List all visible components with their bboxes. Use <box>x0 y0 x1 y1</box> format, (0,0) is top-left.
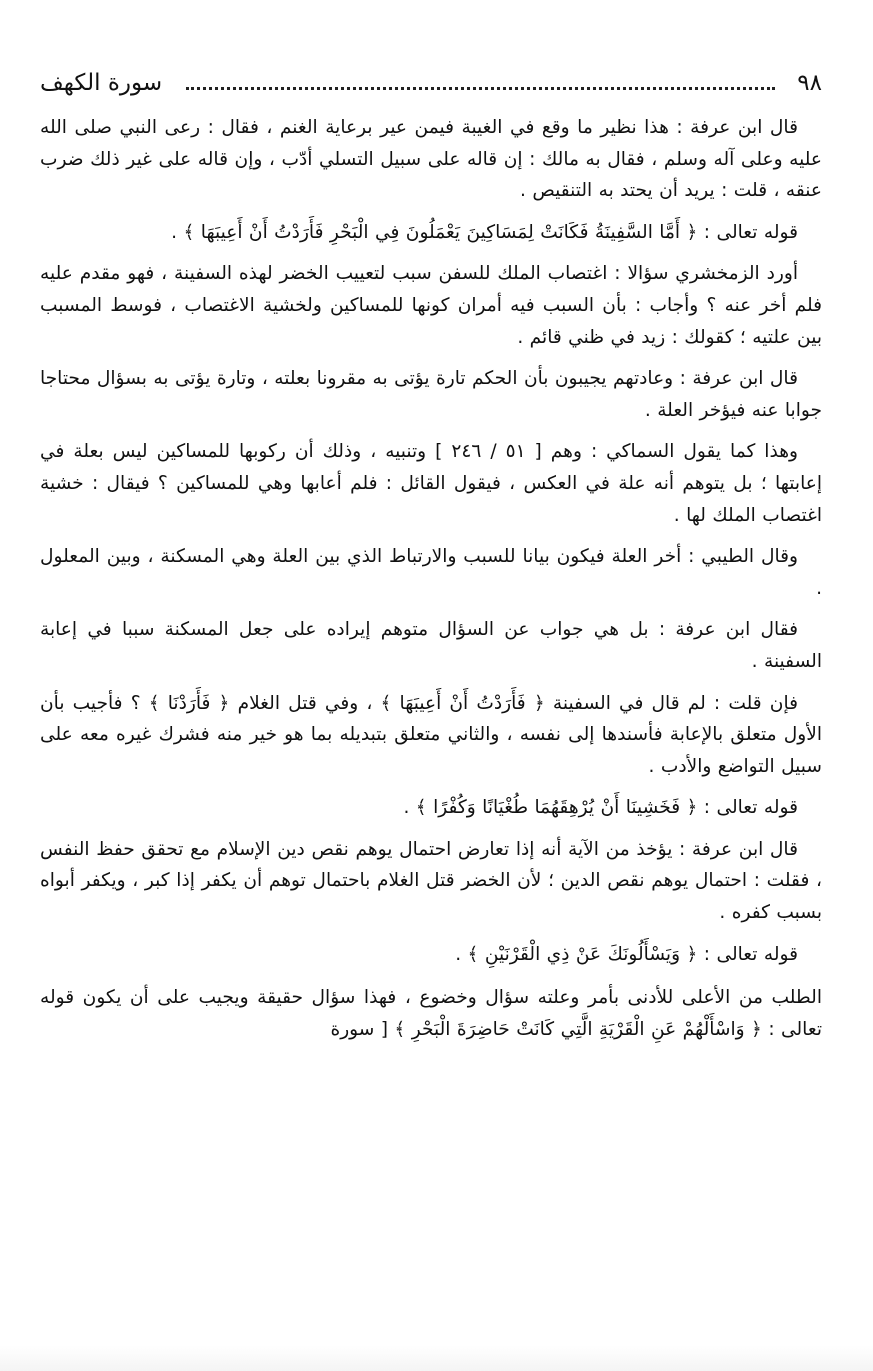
quran-verse: قوله تعالى : ﴿ وَيَسْأَلُونَكَ عَنْ ذِي الْقَرْنَيْنِ ﴾ . <box>455 943 798 965</box>
paragraph: الطلب من الأعلى للأدنى بأمر وعلته سؤال وخضوع ، فهذا سؤال حقيقة ويجيب على أن يكون قوله تعالى : ﴿ وَاسْأَلْهُمْ عَنِ الْقَرْيَةِ الَّتِي كَانَتْ حَاضِرَةَ الْبَحْرِ ﴾ [ سورة <box>40 987 822 1040</box>
paragraph: وقال الطيبي : أخر العلة فيكون بيانا للسبب والارتباط الذي بين العلة وهي المسكنة ، وبين المعلول . <box>40 546 822 599</box>
paragraph: فقال ابن عرفة : بل هي جواب عن السؤال متوهم إيراده على جعل المسكنة سببا في إعابة السفينة . <box>40 619 822 672</box>
book-page <box>40 66 822 1356</box>
surah-title: سورة الكهف <box>40 70 163 96</box>
quran-verse: قوله تعالى : ﴿ فَخَشِينَا أَنْ يُرْهِقَهُمَا طُغْيَانًا وَكُفْرًا ﴾ . <box>403 797 798 819</box>
page-body <box>40 112 822 1045</box>
paragraph: أورد الزمخشري سؤالا : اغتصاب الملك للسفن سبب لتعييب الخضر لهذه السفينة ، فهو مقدم عليه فلم أخر عنه ؟ وأجاب : بأن السبب فيه أمران كونها للمساكين ولخشية الاغتصاب ، فوسط المسبب بين علتيه ؛ كقولك : زيد في ظني قائم . <box>40 263 822 348</box>
paragraph: فإن قلت : لم قال في السفينة ﴿ فَأَرَدْتُ أَنْ أَعِيبَهَا ﴾ ، وفي قتل الغلام ﴿ فَأَرَدْنَا ﴾ ؟ فأجيب بأن الأول متعلق بالإعابة فأسندها إلى نفسه ، والثاني متعلق بتبديله بما هو خير منه فشرك غيره معه على سبيل التواضع والأدب . <box>40 692 822 777</box>
scan-shadow <box>0 1345 873 1371</box>
page-number: ٩٨ <box>797 70 822 96</box>
paragraph: وهذا كما يقول السماكي : وهم [ ٥١ / ٢٤٦ ] وتنبيه ، وذلك أن ركوبها للمساكين ليس بعلة في إعابتها ؛ بل يتوهم أنه علة في العكس ، فيقول القائل : فلم أعابها وهي للمساكين ؟ فيقال : خشية اغتصاب الملك لها . <box>40 441 822 526</box>
running-header <box>40 66 822 100</box>
paragraph: قال ابن عرفة : يؤخذ من الآية أنه إذا تعارض احتمال يوهم نقص دين الإسلام مع تحقق حفظ النفس ، فقلت : احتمال يوهم نقص الدين ؛ لأن الخضر قتل الغلام باحتمال توهم أن يكفر إذا كبر ، ويكفر أبواه بسبب كفره . <box>40 838 822 924</box>
quran-verse: قوله تعالى : ﴿ أَمَّا السَّفِينَةُ فَكَانَتْ لِمَسَاكِينَ يَعْمَلُونَ فِي الْبَحْرِ فَأَرَدْتُ أَنْ أَعِيبَهَا ﴾ . <box>171 221 798 243</box>
paragraph: قال ابن عرفة : وعادتهم يجيبون بأن الحكم تارة يؤتى به مقرونا بعلته ، وتارة يؤتى به بسؤال محتاجا جوابا عنه فيؤخر العلة . <box>40 368 822 421</box>
header-dotted-leader <box>186 71 775 90</box>
paragraph: قال ابن عرفة : هذا نظير ما وقع في الغيبة فيمن عير برعاية الغنم ، فقال : رعى النبي صلى الله عليه وعلى آله وسلم ، فقال به مالك : إن قاله على سبيل التسلي أدّب ، وإن قاله على غير ذلك ضرب عنقه ، قلت : يريد أن يحتد به التنقيص . <box>40 117 822 202</box>
